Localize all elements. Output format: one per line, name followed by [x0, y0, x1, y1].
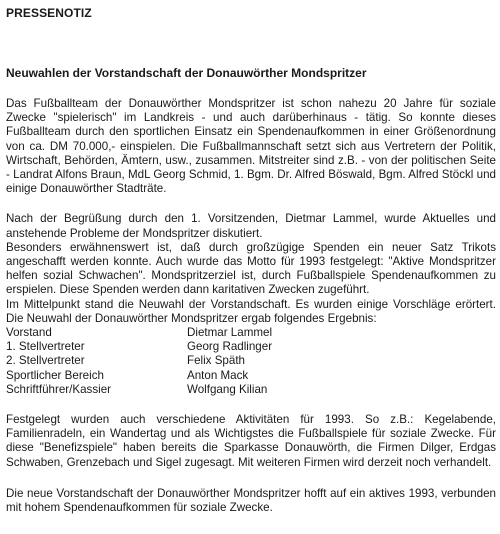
election-results-table: [6, 326, 272, 397]
role-cell: Vorstand: [6, 326, 52, 340]
document-label: PRESSENOTIZ: [6, 6, 92, 20]
name-cell: Georg Radlinger: [187, 340, 273, 354]
body-paragraph-intro: Das Fußballteam der Donauwörther Mondspritzer ist schon nahezu 20 Jahre für soziale Zwecke "spielerisch" im Landkreis - und auch darüberhinaus - tätig. So konnte dieses Fußballteam durch den sportlichen Einsatz ein Spendenaufkommen in einer Größenordnung von ca. DM 70.000,- einspielen. Die Fußballmannschaft setzt sich aus Vertretern der Politik, Wirtschaft, Behörden, Ämtern, usw., zusammen. Mitstreiter sind z.B. - von der politischen Seite - Landrat Alfons Braun, MdL Georg Schmid, 1. Bgm. Dr. Alfred Böswald, Bgm. Alfred Stöckl und einige Donauwörther Stadträte.: [6, 97, 496, 196]
role-cell: Sportlicher Bereich: [6, 368, 104, 382]
table-row: [6, 354, 272, 368]
role-cell: 2. Stellvertreter: [6, 354, 85, 368]
press-release: [6, 6, 496, 515]
table-row: [6, 340, 272, 354]
table-row: [6, 369, 272, 383]
name-cell: Wolfgang Kilian: [187, 382, 268, 396]
body-paragraph-election: Im Mittelpunkt stand die Neuwahl der Vorstandschaft. Es wurden einige Vorschläge erörtert. Die Neuwahl der Donauwörther Mondspritzer ergab folgendes Ergebnis:: [6, 297, 496, 325]
role-cell: Schriftführer/Kassier: [6, 382, 112, 396]
body-paragraph-greeting: Nach der Begrüßung durch den 1. Vorsitzenden, Dietmar Lammel, wurde Aktuelles und anstehende Probleme der Mondspritzer diskutiert.: [6, 212, 496, 240]
name-cell: Felix Späth: [187, 354, 245, 368]
body-paragraph-activities: Festgelegt wurden auch verschiedene Aktivitäten für 1993. So z.B.: Kegelabende, Familienradeln, ein Wandertag und als Wichtigstes die Fußballspiele für soziale Zwecke. Für diese "Benefizspiele" haben bereits die Sparkasse Donauwörth, die Firmen Dilger, Erdgas Schwaben, Grenzebach und Sigel zugesagt. Mit weiteren Firmen wird derzeit noch verhandelt.: [6, 413, 496, 469]
name-cell: Dietmar Lammel: [187, 326, 273, 340]
body-paragraph-donations: Besonders erwähnenswert ist, daß durch großzügige Spenden ein neuer Satz Trikots angeschafft werden konnte. Auch wurde das Motto für 1993 festgelegt: "Aktive Mondspritzer helfen sozial Schwachen". Mondspritzerziel ist, durch Fußballspiele Spendenaufkommen zu erspielen. Diese Spenden werden dann karitativen Zwecken zugeführt.: [6, 240, 496, 297]
name-cell: Anton Mack: [187, 368, 249, 382]
headline: Neuwahlen der Vorstandschaft der Donauwörther Mondspritzer: [6, 66, 367, 80]
body-paragraph-closing: Die neue Vorstandschaft der Donauwörther Mondspritzer hofft auf ein aktives 1993, verbunden mit hohem Spendenaufkommen für soziale Zwecke.: [6, 486, 496, 515]
table-row: [6, 383, 272, 397]
table-row: [6, 326, 272, 340]
role-cell: 1. Stellvertreter: [6, 340, 85, 354]
